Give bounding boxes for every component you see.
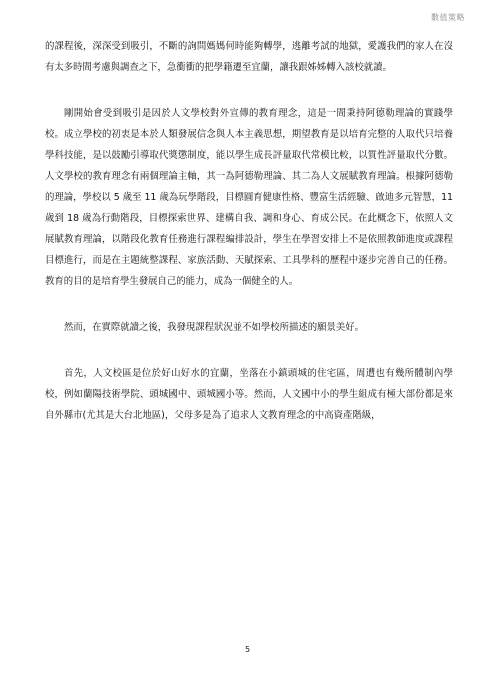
paragraph-2: 剛開始會受到吸引是因於人文學校對外宣傳的教育理念，這是一間秉持阿德勒理論的實踐學校。成立學校的初衷是本於人類發展信念與人本主義思想，期望教育是以培育完整的人取代只培養學科技能，是以鼓勵引導取代獎懲制度，能以學生成長評量取代常模比較，以質性評量取代分數。人文學校的教育理念有兩個理論主軸，其一為阿德勒理論、其二為人文展賦教育理論。根據阿德勒的理論，學校以 5 歲至 11 歲為玩學階段，目標圓育健康性格、豐富生活經驗、啟迪多元智慧，11 歲到 18 歲為行動階段，目標探索世界、建構自我、調和身心、育成公民。在此概念下，依照人文展賦教育理論，以階段化教育任務進行課程編排設計，學生在學習安排上不是依照教師進度或課程目標進行，而是在主題統整課程、家族活動、天賦探索、工具學科的歷程中逐步完善自己的任務。教育的目的是培育學生發展自己的能力，成為一個健全的人。	[45, 108, 453, 287]
paragraph-3: 然而，在實際就讀之後，我發現課程狀況並不如學校所描述的願景美好。	[64, 322, 365, 333]
paragraph-1: 的課程後，深深受到吸引，不斷的詢問媽媽何時能夠轉學，逃離考試的地獄，愛護我們的家人在沒有太多時間考慮與調查之下，急衝衝的把學籍遷至宜蘭，讓我跟姊姊轉入該校就讀。	[45, 41, 453, 73]
body-text	[45, 36, 453, 426]
paragraph-gap	[45, 338, 453, 363]
page-number: 5	[244, 645, 251, 654]
paragraph-4: 首先，人文校區是位於好山好水的宜蘭，坐落在小鎮頭城的住宅區，周遭也有幾所體制內學校，例如蘭陽技術學院、頭城國中、頭城國小等。然而，人文國中小的學生組成有極大部份都是來自外縣市(尤其是大台北地區)，父母多是為了追求人文教育理念的中高資產階級，	[45, 368, 453, 421]
paragraph-gap	[45, 78, 453, 103]
paragraph-gap	[45, 292, 453, 317]
running-header: 數值策略	[431, 13, 465, 22]
